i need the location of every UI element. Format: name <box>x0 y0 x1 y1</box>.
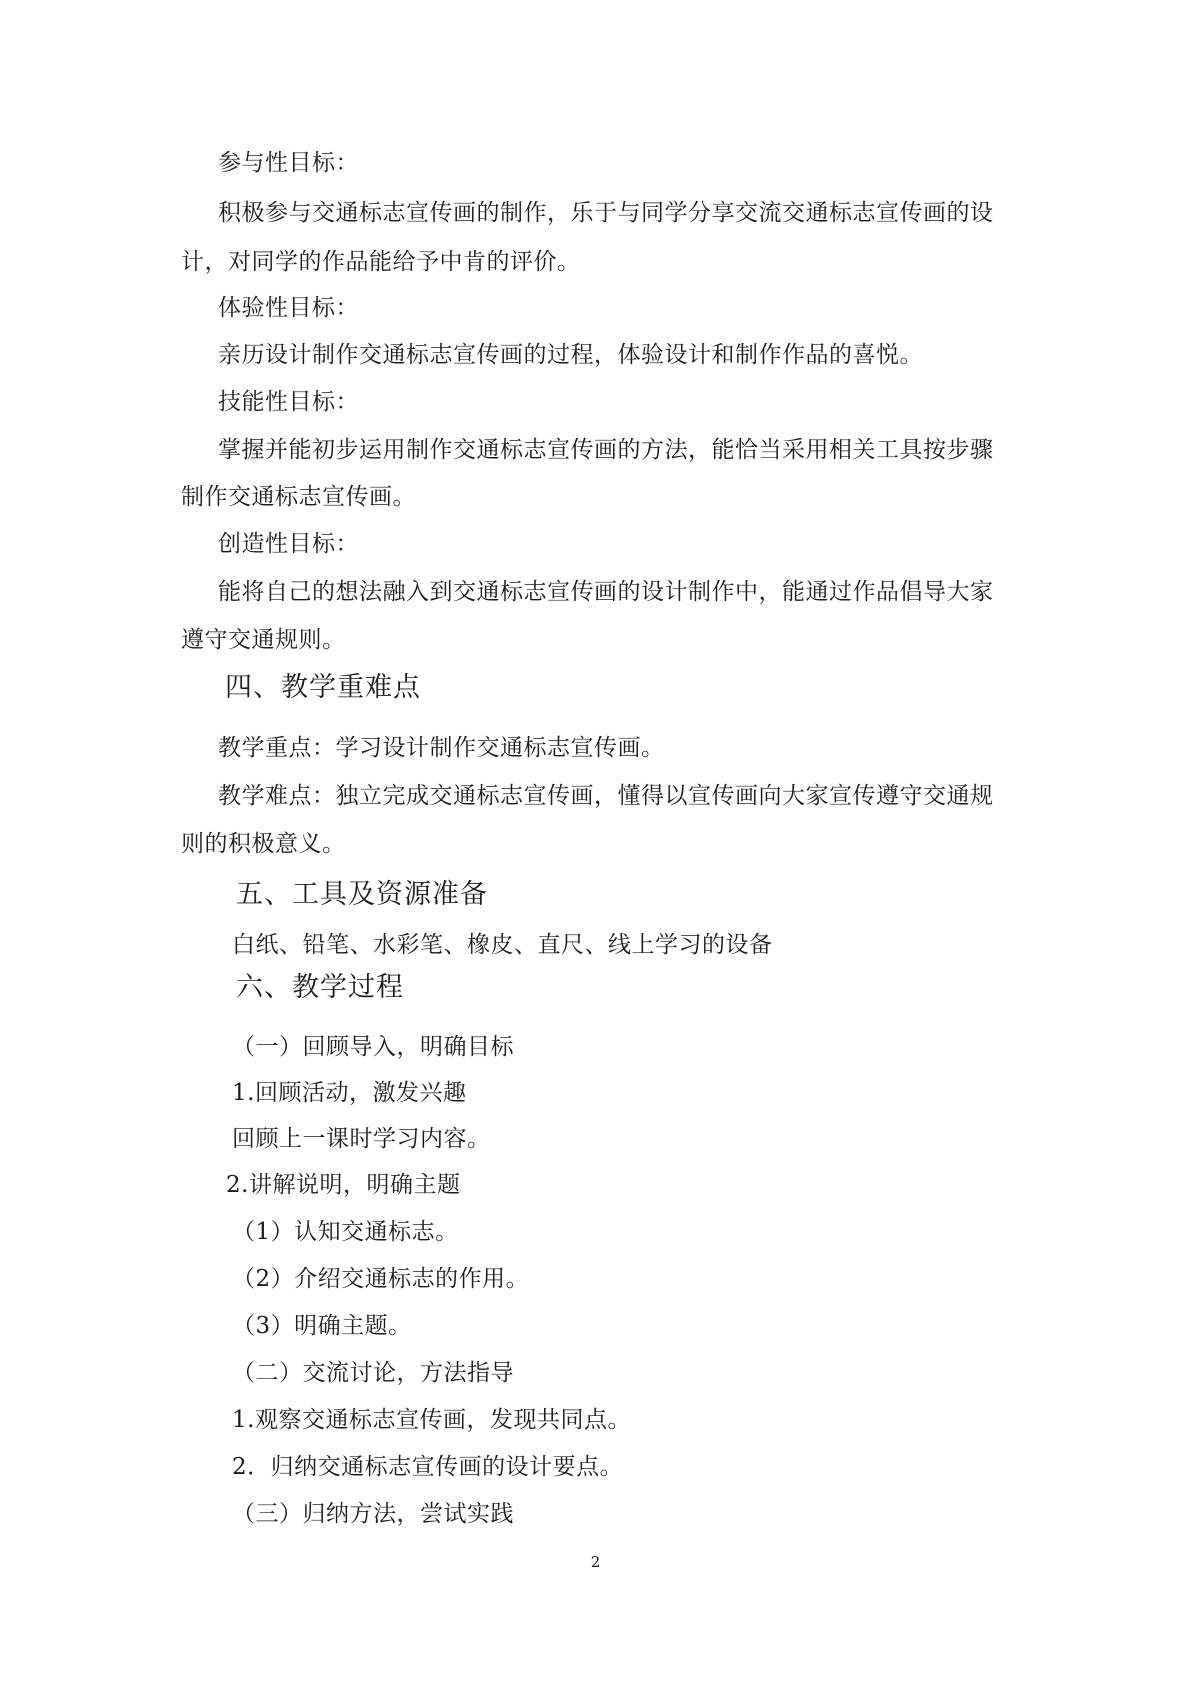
skill-goal-text-line1: 掌握并能初步运用制作交通标志宣传画的方法，能恰当采用相关工具按步骤 <box>218 437 994 463</box>
process-part1-item2: 2.讲解说明，明确主题 <box>226 1172 461 1198</box>
creativity-goal-text-line1: 能将自己的想法融入到交通标志宣传画的设计制作中，能通过作品倡导大家 <box>218 579 994 605</box>
skill-goal-text-line2: 制作交通标志宣传画。 <box>181 484 416 510</box>
process-part1-sub2: （2）介绍交通标志的作用。 <box>232 1266 530 1292</box>
process-part1-title: （一）回顾导入，明确目标 <box>232 1034 514 1060</box>
process-part1-item1: 1.回顾活动，激发兴趣 <box>232 1080 467 1106</box>
experience-goal-title: 体验性目标： <box>218 295 359 321</box>
process-part1-sub3: （3）明确主题。 <box>232 1313 412 1339</box>
process-part1-sub1: （1）认知交通标志。 <box>232 1219 459 1245</box>
key-point-text: 教学重点：学习设计制作交通标志宣传画。 <box>218 735 665 761</box>
process-part2-item2: 2．归纳交通标志宣传画的设计要点。 <box>232 1454 624 1480</box>
participation-goal-text-line1: 积极参与交通标志宣传画的制作，乐于与同学分享交流交通标志宣传画的设 <box>218 200 994 226</box>
process-part2-item1: 1.观察交通标志宣传画，发现共同点。 <box>232 1407 631 1433</box>
page-number: 2 <box>590 1553 601 1571</box>
creativity-goal-title: 创造性目标： <box>218 531 359 557</box>
process-part1-item1-text: 回顾上一课时学习内容。 <box>232 1126 491 1152</box>
section-heading-key-difficulties: 四、教学重难点 <box>225 672 421 703</box>
process-part3-title: （三）归纳方法，尝试实践 <box>232 1501 514 1527</box>
participation-goal-title: 参与性目标： <box>218 150 359 176</box>
difficulty-text-line2: 则的积极意义。 <box>181 831 346 857</box>
section-heading-teaching-process: 六、教学过程 <box>236 972 404 1003</box>
section-heading-tools: 五、工具及资源准备 <box>236 879 488 910</box>
skill-goal-title: 技能性目标： <box>218 389 359 415</box>
difficulty-text-line1: 教学难点：独立完成交通标志宣传画，懂得以宣传画向大家宣传遵守交通规 <box>218 783 994 809</box>
participation-goal-text-line2: 计，对同学的作品能给予中肯的评价。 <box>181 249 581 275</box>
tools-list-text: 白纸、铅笔、水彩笔、橡皮、直尺、线上学习的设备 <box>232 932 773 958</box>
creativity-goal-text-line2: 遵守交通规则。 <box>181 627 346 653</box>
process-part2-title: （二）交流讨论，方法指导 <box>232 1360 514 1386</box>
experience-goal-text: 亲历设计制作交通标志宣传画的过程，体验设计和制作作品的喜悦。 <box>218 342 923 368</box>
